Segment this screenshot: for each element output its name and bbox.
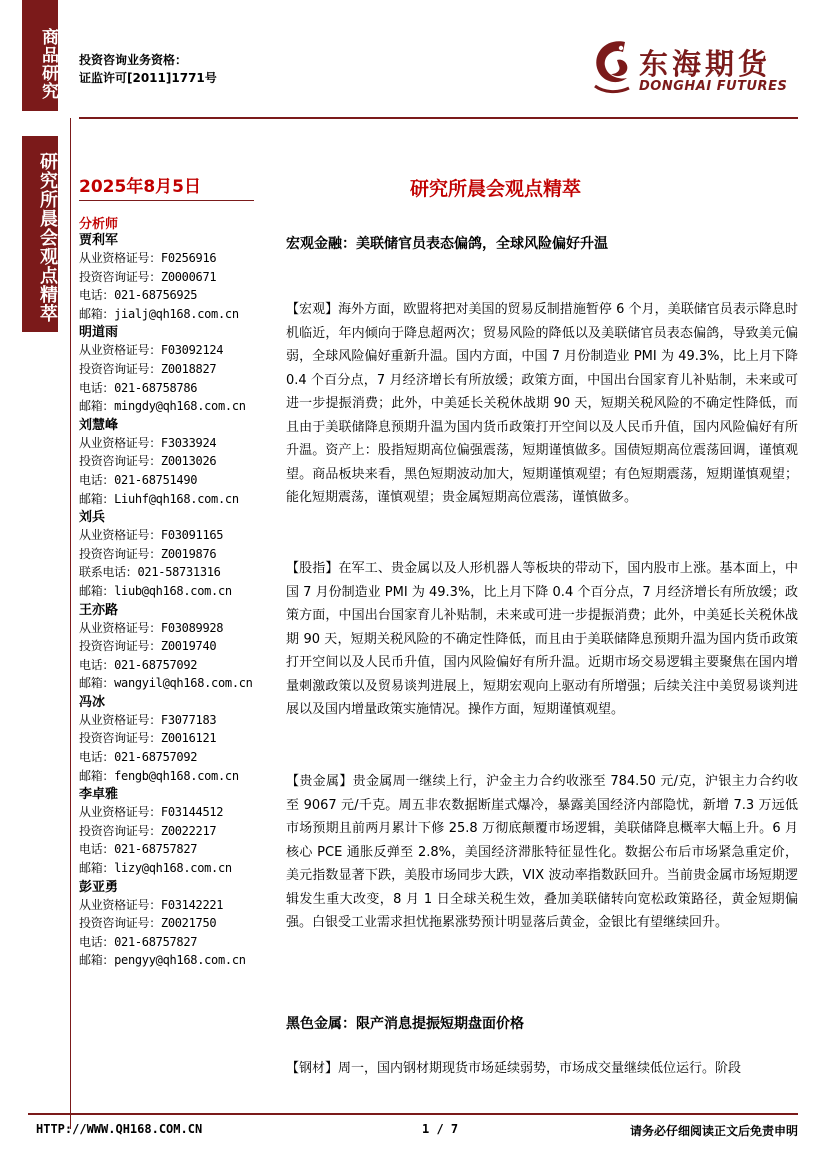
- analyst-list: [79, 231, 279, 970]
- logo-english: DONGHAI FUTURES: [639, 79, 788, 94]
- paragraph-equity: 【股指】在军工、贵金属以及人形机器人等板块的带动下，国内股市上涨。基本面上，中国 7 月份制造业 PMI 为 49.3%，比上月下降 0.4 个百分点，7 月经济增长有所放缓；政策方面，中国出台国家育儿补贴制，未来或可进一步提振消费；此外，中美延长关税休战期 90 天，短期关税风险的不确定性降低，而且由于美联储降息预期升温为国内货币政策打开空间以及人民币升值，国内风险偏好有所升温。近期市场交易逻辑主要聚焦在国内增量刺激政策以及贸易谈判进展上，短期宏观向上驱动有所增强；后续关注中美贸易谈判进展以及国内增量政策实施情况。操作方面，短期谨慎观望。: [286, 561, 798, 717]
- analyst-info-line: 投资咨询证号：Z0019740: [79, 639, 217, 654]
- analyst-name: 王亦路: [79, 602, 119, 618]
- analyst-info-line: 电话：021-68757092: [79, 750, 198, 765]
- analyst-info-line: 投资咨询证号：Z0021750: [79, 916, 217, 931]
- analyst-email[interactable]: 邮箱：lizy@qh168.com.cn: [79, 861, 232, 876]
- analyst-email[interactable]: 邮箱：fengb@qh168.com.cn: [79, 768, 239, 783]
- analyst-info-line: 从业资格证号：F03091165: [79, 528, 224, 543]
- section-heading-ferrous: 黑色金属：限产消息提振短期盘面价格: [286, 1016, 524, 1032]
- company-logo: [587, 32, 797, 102]
- report-date: 2025年8月5日: [79, 177, 201, 197]
- website-link[interactable]: HTTP://WWW.QH168.COM.CN: [36, 1122, 203, 1136]
- analyst-info-line: 从业资格证号：F03144512: [79, 805, 224, 820]
- analyst-email[interactable]: 邮箱：pengyy@qh168.com.cn: [79, 953, 246, 968]
- analyst-info-line: 电话：021-68756925: [79, 288, 198, 303]
- analyst-name: 明道雨: [79, 325, 119, 341]
- analyst-info-line: 投资咨询证号：Z0013026: [79, 454, 217, 469]
- paragraph-precious-metals: 【贵金属】贵金属周一继续上行，沪金主力合约收涨至 784.50 元/克，沪银主力合约收至 9067 元/千克。周五非农数据断崖式爆冷，暴露美国经济内部隐忧，新增 7.3 万远低市场预期且前两月累计下修 25.8 万彻底颠覆市场逻辑，美联储降息概率大幅上升。6 月核心 PCE 通胀反弹至 2.8%，美国经济滞胀特征显性化。数据公布后市场紧急重定价，美元指数显著下跌，美股市场同步大跌，VIX 波动率指数跃回升。当前贵金属市场短期逻辑发生重大改变，8 月 1 日全球关税生效，叠加美联储转向宽松政策路径，黄金短期偏强。白银受工业需求担忧拖累涨势预计明显落后黄金，金银比有望继续回升。: [286, 774, 798, 930]
- analyst-info-line: 投资咨询证号：Z0019876: [79, 546, 217, 561]
- analyst-info-line: 投资咨询证号：Z0022217: [79, 823, 217, 838]
- analyst-info-line: 从业资格证号：F03092124: [79, 343, 224, 358]
- paragraph-steel: 【钢材】周一，国内钢材期现货市场延续弱势，市场成交量继续低位运行。阶段: [286, 1061, 742, 1076]
- category-tab: 商品研究: [22, 0, 58, 111]
- series-tab: 研究所晨会观点精萃: [22, 136, 58, 332]
- analyst-info-line: 电话：021-68758786: [79, 380, 198, 395]
- footer-divider: [28, 1113, 798, 1115]
- analyst-name: 刘兵: [79, 510, 106, 526]
- analyst-card: [79, 879, 279, 970]
- analyst-card: [79, 694, 279, 785]
- analyst-email[interactable]: 邮箱：liub@qh168.com.cn: [79, 583, 232, 598]
- dragon-emblem-icon: [587, 34, 637, 98]
- sidebar-divider: [70, 118, 71, 1129]
- section-heading-macro: 宏观金融：美联储官员表态偏鸽，全球风险偏好升温: [286, 236, 608, 252]
- analyst-email[interactable]: 邮箱：jialj@qh168.com.cn: [79, 306, 239, 321]
- analyst-info-line: 投资咨询证号：Z0000671: [79, 269, 217, 284]
- logo-chinese: 东海期货: [639, 47, 772, 81]
- analyst-info-line: 电话：021-68757092: [79, 657, 198, 672]
- analyst-card: [79, 602, 279, 693]
- analyst-card: [79, 417, 279, 508]
- analyst-info-line: 从业资格证号：F03089928: [79, 620, 224, 635]
- analyst-info-line: 从业资格证号：F3033924: [79, 435, 217, 450]
- analyst-info-line: 电话：021-68751490: [79, 472, 198, 487]
- analyst-header: 分析师: [79, 217, 119, 232]
- analyst-name: 李卓雅: [79, 787, 119, 803]
- analyst-name: 冯冰: [79, 694, 106, 710]
- analyst-email[interactable]: 邮箱：wangyil@qh168.com.cn: [79, 676, 253, 691]
- analyst-info-line: 从业资格证号：F3077183: [79, 712, 217, 727]
- analyst-name: 彭亚勇: [79, 879, 119, 895]
- analyst-email[interactable]: 邮箱：mingdy@qh168.com.cn: [79, 399, 246, 414]
- analyst-card: [79, 786, 279, 877]
- disclaimer-note: 请务必仔细阅读正文后免责申明: [629, 1124, 798, 1138]
- analyst-info-line: 投资咨询证号：Z0016121: [79, 731, 217, 746]
- page-number: 1 / 7: [422, 1122, 459, 1136]
- qualification: [79, 51, 217, 87]
- paragraph-macro: 【宏观】海外方面，欧盟将把对美国的贸易反制措施暂停 6 个月，美联储官员表示降息时机临近，年内倾向于降息超两次；贸易风险的降低以及美联储官员表态偏鸽，导致美元偏弱，全球风险偏好重新升温。国内方面，中国 7 月份制造业 PMI 为 49.3%，比上月下降 0.4 个百分点，7 月经济增长有所放缓；政策方面，中国出台国家育儿补贴制，未来或可进一步提振消费；此外，中美延长关税休战期 90 天，短期关税风险的不确定性降低，而且由于美联储降息预期升温为国内货币政策打开空间以及人民币升值，国内风险偏好有所升温。资产上：股指短期高位偏强震荡，短期谨慎做多。国债短期高位震荡回调，谨慎观望。商品板块来看，黑色短期波动加大，短期谨慎观望；有色短期震荡，短期谨慎观望；能化短期震荡，谨慎观望；贵金属短期高位震荡，谨慎做多。: [286, 302, 798, 505]
- analyst-info-line: 电话：021-68757827: [79, 934, 198, 949]
- qualification-line: 投资咨询业务资格：: [79, 53, 188, 67]
- analyst-email[interactable]: 邮箱：Liuhf@qh168.com.cn: [79, 491, 239, 506]
- analyst-info-line: 电话：021-68757827: [79, 842, 198, 857]
- analyst-info-line: 联系电话：021-58731316: [79, 565, 221, 580]
- analyst-info-line: 从业资格证号：F03142221: [79, 897, 224, 912]
- license-line: 证监许可[2011]1771号: [79, 71, 217, 85]
- analyst-info-line: 投资咨询证号：Z0018827: [79, 361, 217, 376]
- analyst-card: [79, 232, 279, 323]
- analyst-card: [79, 324, 279, 415]
- page-title: 研究所晨会观点精萃: [410, 178, 582, 200]
- header-divider: [79, 117, 798, 119]
- analyst-card: [79, 509, 279, 600]
- analyst-info-line: 从业资格证号：F0256916: [79, 251, 217, 265]
- date-divider: [79, 200, 254, 201]
- analyst-name: 刘慧峰: [79, 417, 119, 433]
- analyst-name: 贾利军: [79, 233, 119, 248]
